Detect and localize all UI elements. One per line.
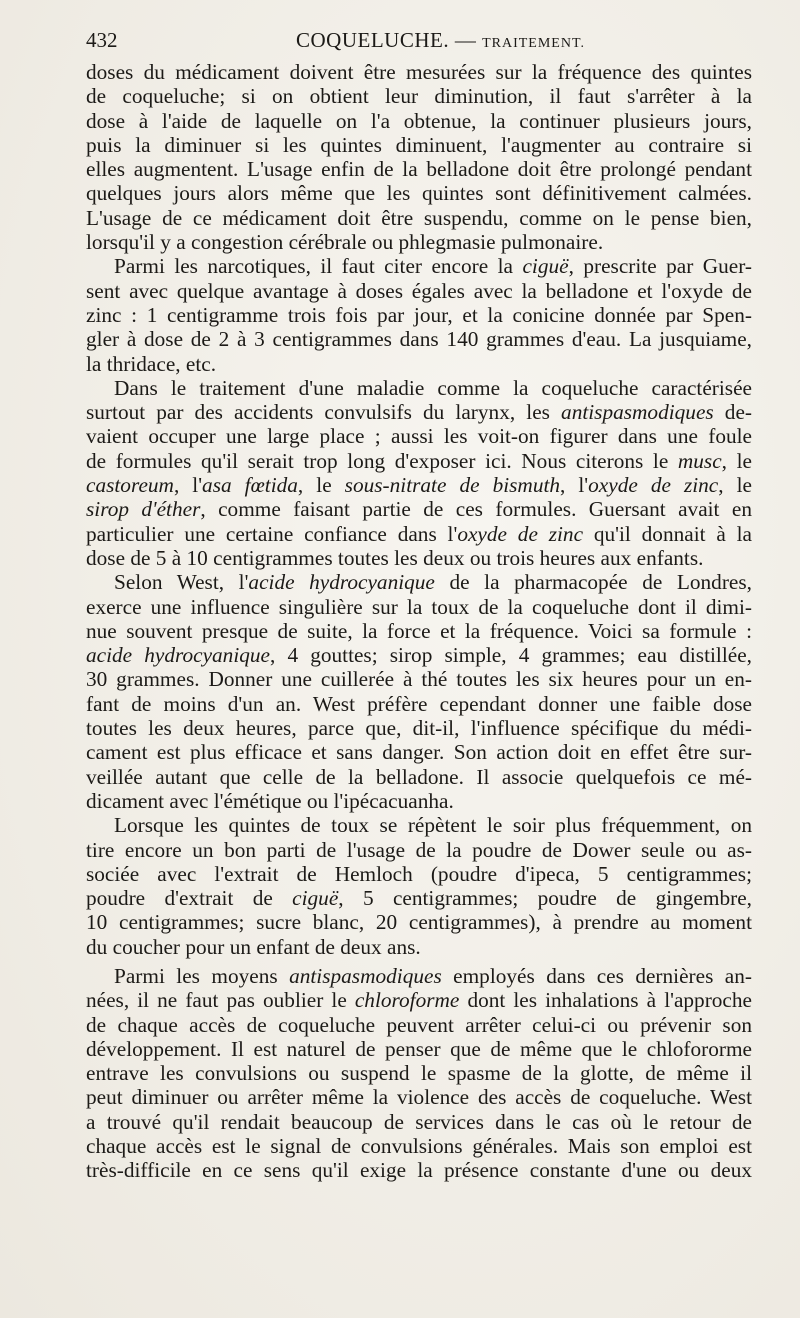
running-title: [296, 28, 585, 53]
paragraph: [86, 376, 752, 570]
body-text: [86, 60, 752, 1183]
text-line: exerce une influence singulière sur la toux de la coqueluche dont il dimi-: [86, 594, 752, 619]
text-line: vaient occuper une large place ; aussi les voit-on figurer dans une foule: [86, 424, 752, 449]
paragraph: [86, 813, 752, 959]
text-line: Dans le traitement d'une maladie comme la coqueluche caractérisée: [114, 375, 752, 400]
text-line: nue souvent presque de suite, la force et la fréquence. Voici sa formule :: [86, 618, 752, 643]
text-line: de coqueluche; si on obtient leur diminution, il faut s'arrêter à la: [86, 84, 752, 109]
text-line: de chaque accès de coqueluche peuvent arrêter celui-ci ou prévenir son: [86, 1012, 752, 1037]
text-line: très-difficile en ce sens qu'il exige la présence constante d'une ou deux: [86, 1158, 752, 1183]
text-line: dicament avec l'émétique ou l'ipécacuanha.: [86, 788, 454, 813]
text-line: tire encore un bon parti de l'usage de la poudre de Dower seule ou as-: [86, 837, 752, 862]
text-line: fant de moins d'un an. West préfère cependant donner une faible dose: [86, 691, 752, 716]
text-line: elles augmentent. L'usage enfin de la belladone doit être prolongé pendant: [86, 157, 752, 182]
text-line: Parmi les moyens antispasmodiques employés dans ces dernières an-: [114, 963, 752, 988]
text-line: entrave les convulsions ou suspend le spasme de la glotte, de même il: [86, 1061, 752, 1086]
text-line: particulier une certaine confiance dans l'oxyde de zinc qu'il donnait à la: [86, 521, 752, 546]
text-line: du coucher pour un enfant de deux ans.: [86, 934, 421, 959]
text-line: Lorsque les quintes de toux se répètent le soir plus fréquemment, on: [114, 813, 752, 838]
section-title: TRAITEMENT.: [482, 36, 585, 51]
text-line: veillée autant que celle de la belladone. Il associe quelquefois ce mé-: [86, 764, 752, 789]
text-line: castoreum, l'asa fœtida, le sous-nitrate de bismuth, l'oxyde de zinc, le: [86, 473, 752, 498]
text-line: poudre d'extrait de ciguë, 5 centigrammes; poudre de gingembre,: [86, 886, 752, 911]
running-header: [86, 28, 752, 58]
text-line: doses du médicament doivent être mesurées sur la fréquence des quintes: [86, 60, 752, 84]
text-line: cament est plus efficace et sans danger. Son action doit en effet être sur-: [86, 740, 752, 765]
text-line: lorsqu'il y a congestion cérébrale ou phlegmasie pulmonaire.: [86, 230, 604, 255]
chapter-title: COQUELUCHE.: [296, 28, 450, 52]
text-line: gler à dose de 2 à 3 centigrammes dans 140 grammes d'eau. La jusquiame,: [86, 327, 752, 352]
text-line: sirop d'éther, comme faisant partie de ces formules. Guersant avait en: [86, 497, 752, 522]
text-line: sociée avec l'extrait de Hemloch (poudre d'ipeca, 5 centigrammes;: [86, 861, 752, 886]
text-line: Selon West, l'acide hydrocyanique de la pharmacopée de Londres,: [114, 570, 752, 595]
paragraph: [86, 60, 752, 254]
text-line: nées, il ne faut pas oublier le chloroforme dont les inhalations à l'approche: [86, 988, 752, 1013]
text-line: peut diminuer ou arrêter même la violence des accès de coqueluche. West: [86, 1085, 752, 1110]
text-line: 10 centigrammes; sucre blanc, 20 centigrammes), à prendre au moment: [86, 910, 752, 935]
text-line: zinc : 1 centigramme trois fois par jour, et la conicine donnée par Spen-: [86, 302, 752, 327]
text-line: quelques jours alors même que les quintes sont définitivement calmées.: [86, 181, 752, 206]
text-line: de formules qu'il serait trop long d'exposer ici. Nous citerons le musc, le: [86, 448, 752, 473]
text-line: dose à l'aide de laquelle on l'a obtenue, la continuer plusieurs jours,: [86, 108, 752, 133]
paragraph: [86, 570, 752, 813]
text-line: puis la diminuer si les quintes diminuent, l'augmenter au contraire si: [86, 132, 752, 157]
text-line: dose de 5 à 10 centigrammes toutes les deux ou trois heures aux enfants.: [86, 545, 704, 570]
text-line: développement. Il est naturel de penser que de même que le chlofororme: [86, 1036, 752, 1061]
text-line: surtout par des accidents convulsifs du larynx, les antispasmodiques de-: [86, 400, 752, 425]
text-line: a trouvé qu'il rendait beaucoup de services dans le cas où le retour de: [86, 1109, 752, 1134]
text-line: 30 grammes. Donner une cuillerée à thé toutes les six heures pour un en-: [86, 667, 752, 692]
text-line: acide hydrocyanique, 4 gouttes; sirop simple, 4 grammes; eau distillée,: [86, 643, 752, 668]
page-number: 432: [86, 28, 118, 52]
text-line: L'usage de ce médicament doit être suspendu, comme on le pense bien,: [86, 205, 752, 230]
paragraph: [86, 964, 752, 1183]
text-line: chaque accès est le signal de convulsions générales. Mais son emploi est: [86, 1134, 752, 1159]
text-line: sent avec quelque avantage à doses égales avec la belladone et l'oxyde de: [86, 278, 752, 303]
text-line: toutes les deux heures, parce que, dit-il, l'influence spécifique du médi-: [86, 716, 752, 741]
header-dash: —: [454, 28, 477, 52]
text-line: la thridace, etc.: [86, 351, 217, 376]
text-line: Parmi les narcotiques, il faut citer encore la ciguë, prescrite par Guer-: [114, 254, 752, 279]
paragraph: [86, 254, 752, 375]
